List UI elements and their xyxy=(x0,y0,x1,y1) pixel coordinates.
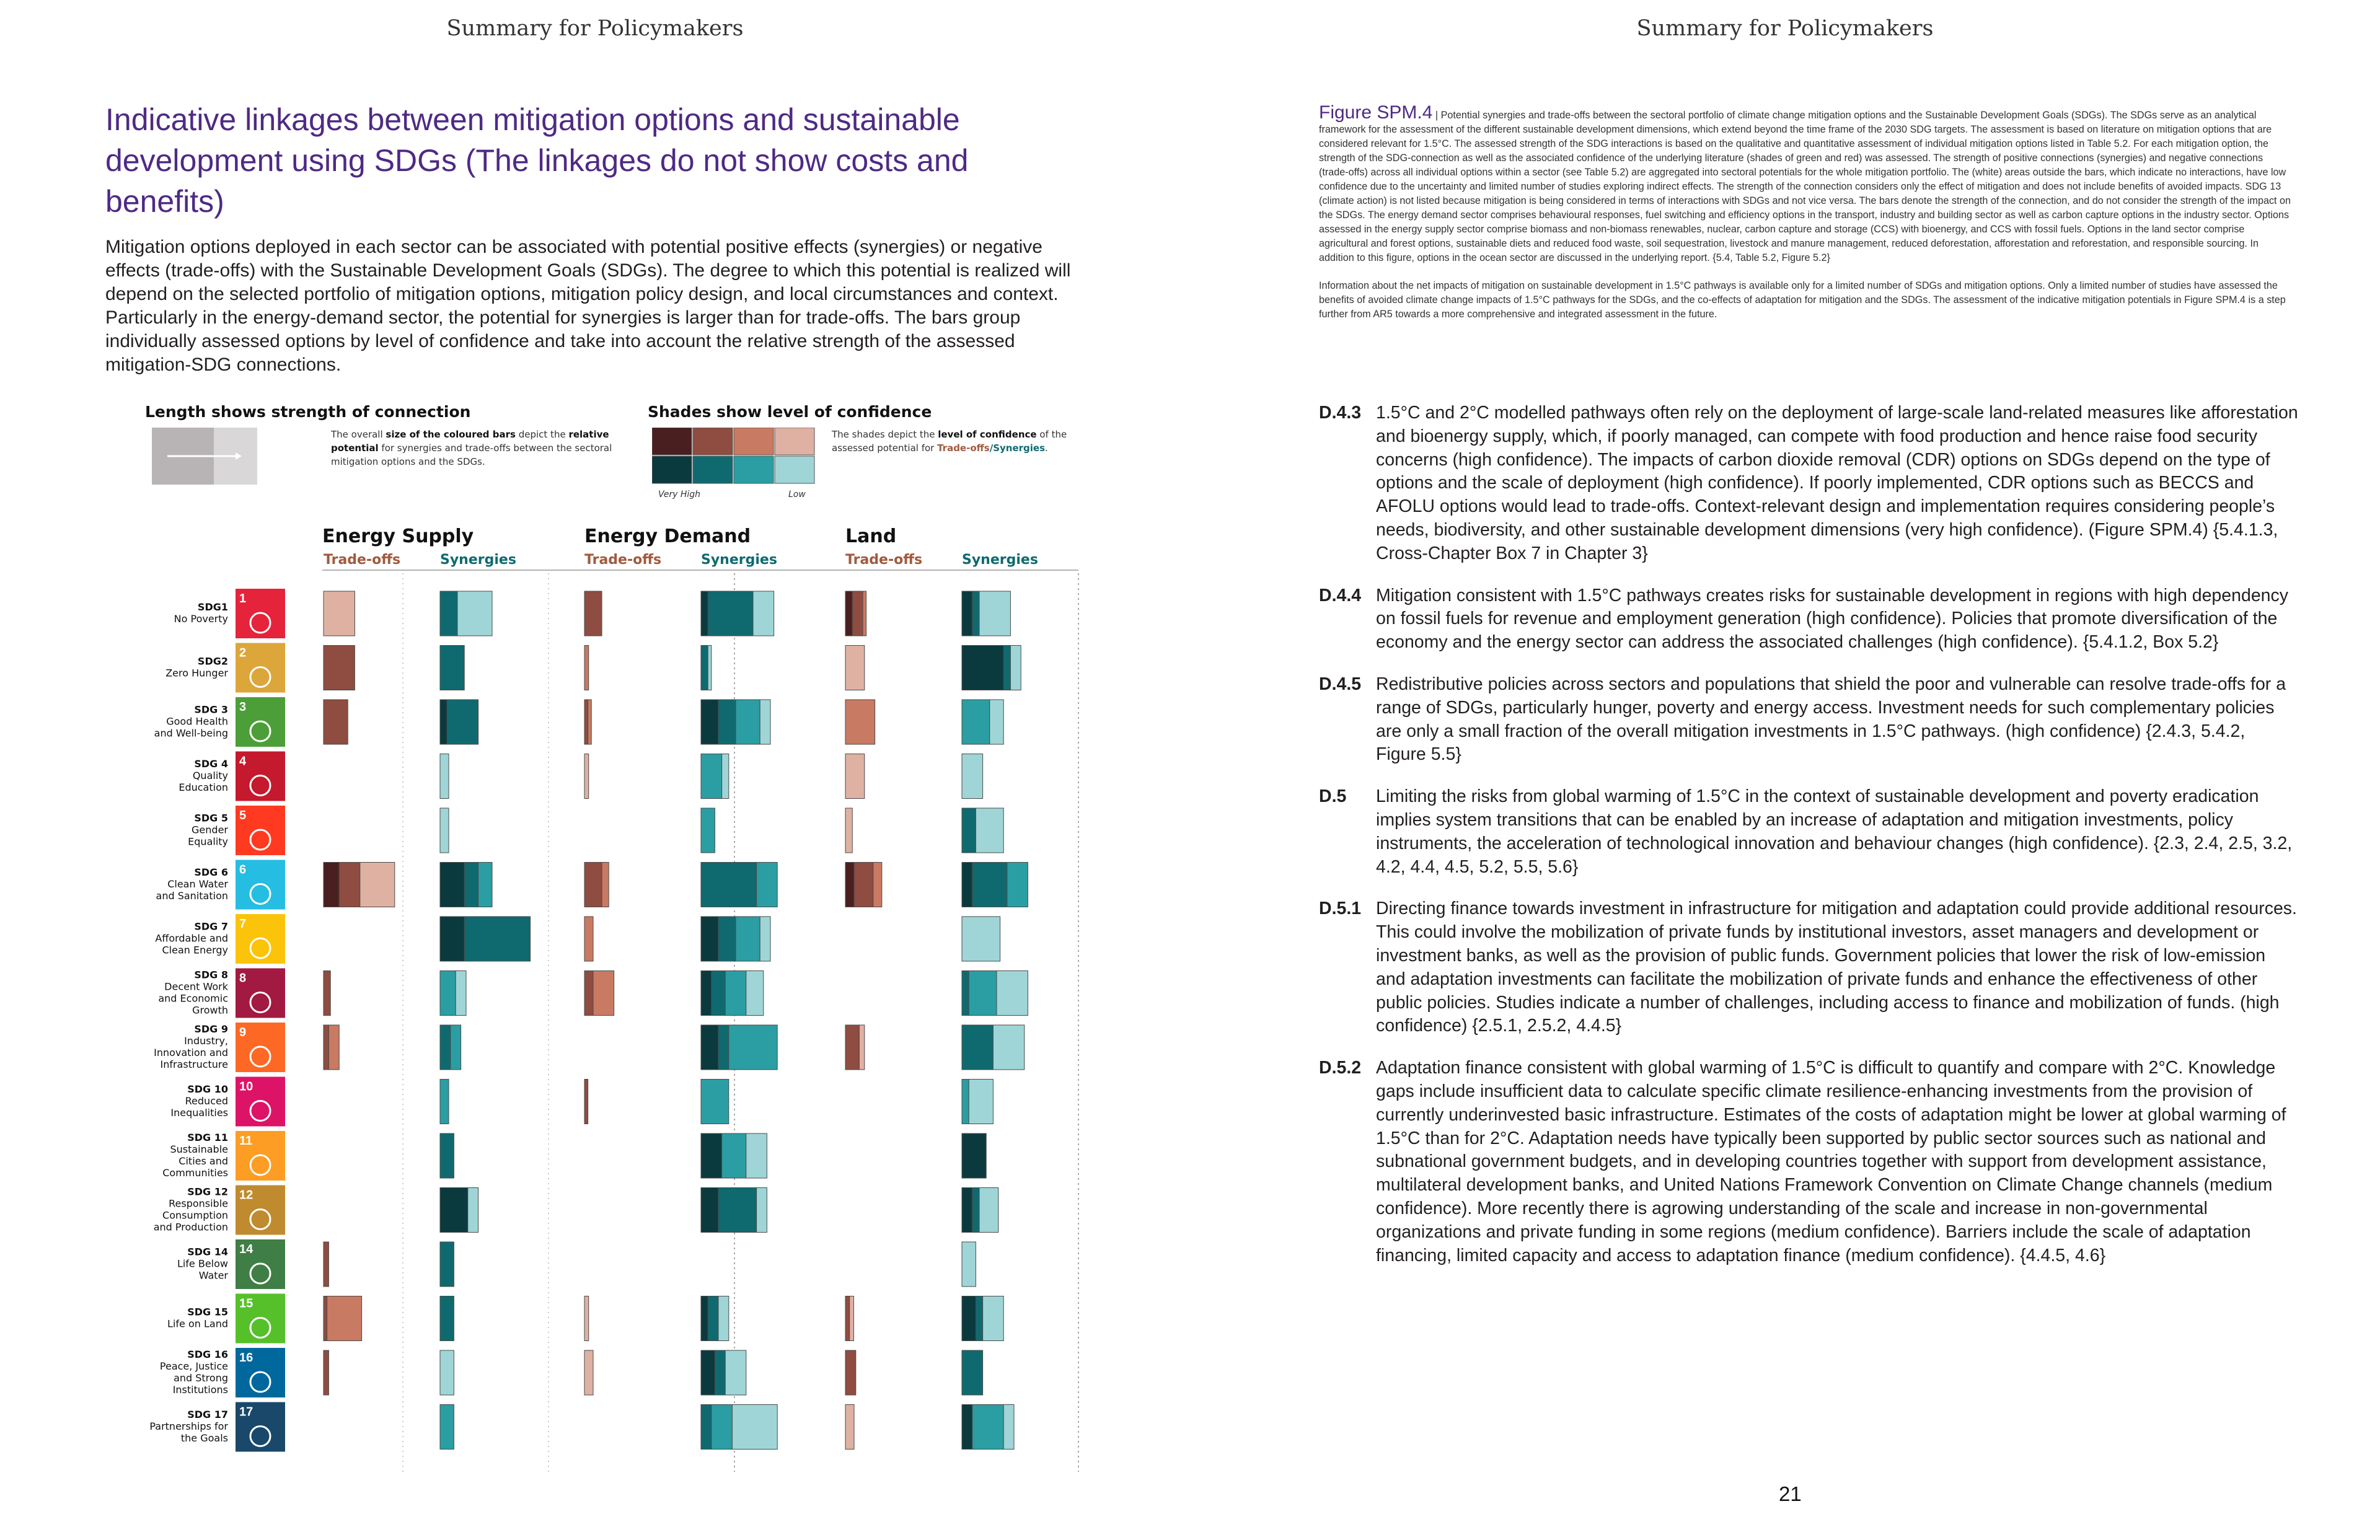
bar-segment xyxy=(457,591,492,636)
sdg-code: SDG 10 xyxy=(187,1083,228,1095)
bar-segment xyxy=(852,591,863,636)
bar-segment xyxy=(464,917,530,961)
legend-length-title: Length shows strength of connection xyxy=(145,403,471,421)
bar-segment xyxy=(440,1025,451,1070)
bar-segment xyxy=(712,1405,733,1450)
sdg-icon-number: 5 xyxy=(239,809,247,822)
bar-segment xyxy=(584,1296,589,1341)
bar-segment xyxy=(584,646,589,690)
sdg-icon-number: 6 xyxy=(239,863,247,877)
sdg-name: Sustainable xyxy=(170,1143,228,1155)
legend-tradeoff-shade-very-high xyxy=(652,428,692,455)
clause-d44 xyxy=(1319,584,2298,654)
clause-d52 xyxy=(1319,1057,2298,1267)
sdg-icon-number: 2 xyxy=(239,646,247,660)
sdg-code: SDG 6 xyxy=(194,866,228,878)
bar-segment xyxy=(1007,863,1028,907)
bar-segment xyxy=(584,1080,588,1124)
legend-tradeoff-shade-low xyxy=(775,428,814,455)
page-number: 21 xyxy=(1779,1482,1802,1505)
bar-segment xyxy=(873,863,882,907)
figure-caption xyxy=(1319,102,2292,322)
bar-segment xyxy=(845,1405,854,1450)
bar-segment xyxy=(997,971,1028,1016)
bar-segment xyxy=(440,1242,454,1287)
sdg-linkage-chart xyxy=(0,508,1190,1475)
sdg-name: Decent Work xyxy=(164,980,228,993)
bar-segment xyxy=(845,700,875,744)
clause-d45 xyxy=(1319,673,2298,767)
caption-text: Potential synergies and trade-offs between the sectoral portfolio of climate change mitigation options and the Sustainable Development Goals (SDGs). The SDGs serve as an analytical framework for the assessment of the different sustainable development dimensions, which extend beyond the time frame of the 2030 SDG targets. The assessment is based on literature on mitigation options that are considered relevant for 1.5°C. The assessed strength of the SDG interactions is based on the qualitative and quantitative assessment of individual mitigation options listed in Table 5.2. For each mitigation option, the strength of the SDG-connection as well as the associated confidence of the underlying literature (shades of green and red) was assessed. The strength of positive connections (synergies) and negative connections (trade-offs) across all individual options within a sector (see Table 5.2) are aggregated into sectoral potentials for the whole mitigation portfolio. The (white) areas outside the bars, which indicate no interactions, have low confidence due to the uncertainty and limited number of studies exploring indirect effects. The strength of the connection considers only the effect of mitigation and does not include benefits of avoided impacts. SDG 13 (climate action) is not listed because mitigation is being considered in terms of interactions with SDGs and not vice versa. The bars denote the strength of the connection, and do not consider the strength of the impact on the SDGs. The energy demand sector comprises behavioural responses, fuel switching and efficiency options in the transport, industry and building sector as well as carbon capture options in the industry sector. Options assessed in the energy supply sector comprise biomass and non-biomass renewables, nuclear, carbon capture and storage (CCS) with bioenergy, and CCS with fossil fuels. Options in the land sector comprise agricultural and forest options, sustainable diets and reduced food waste, soil sequestration, livestock and manure management, reduced deforestation, afforestation and reforestation, and responsible sourcing. In addition to this figure, options in the ocean sector are discussed in the underlying report. {5.4, Table 5.2, Figure 5.2} xyxy=(1319,110,2291,263)
bar-segment xyxy=(718,1025,729,1070)
bar-segment xyxy=(972,591,979,636)
sdg-code: SDG2 xyxy=(197,655,228,667)
bar-segment xyxy=(962,700,990,744)
sdg-icon-number: 12 xyxy=(239,1188,253,1202)
sdg-name: Affordable and xyxy=(155,932,228,944)
sdg-code: SDG 8 xyxy=(194,969,228,981)
caption-paragraph-1: Figure SPM.4 | Potential synergies and trade-offs between the sectoral portfolio of climate change mitigation options and the Sustainable Development Goals (SDGs). The SDGs serve as an analytical framework for the assessment of the different sustainable development dimensions, which extend beyond the time frame of the 2030 SDG targets. The assessment is based on literature on mitigation options that are considered relevant for 1.5°C. The assessed strength of the SDG interactions is based on the qualitative and quantitative assessment of individual mitigation options listed in Table 5.2. For each mitigation option, the strength of the SDG-connection as well as the associated confidence of the underlying literature (shades of green and red) was assessed. The strength of positive connections (synergies) and negative connections (trade-offs) across all individual options within a sector (see Table 5.2) are aggregated into sectoral potentials for the whole mitigation portfolio. The (white) areas outside the bars, which indicate no interactions, have low confidence due to the uncertainty and limited number of studies exploring indirect effects. The strength of the connection considers only the effect of mitigation and does not include benefits of avoided impacts. SDG 13 (climate action) is not listed because mitigation is being considered in terms of interactions with SDGs and not vice versa. The bars denote the strength of the connection, and do not consider the strength of the impact on the SDGs. The energy demand sector comprises behavioural responses, fuel switching and efficiency options in the transport, industry and building sector as well as carbon capture options in the industry sector. Options assessed in the energy supply sector comprise biomass and non-biomass renewables, nuclear, carbon capture and storage (CCS) with bioenergy, and CCS with fossil fuels. Options in the land sector comprise agricultural and forest options, sustainable diets and reduced food waste, soil sequestration, livestock and manure management, reduced deforestation, afforestation and reforestation, and responsible sourcing. In addition to this figure, options in the ocean sector are discussed in the underlying report. {5.4, Table 5.2, Figure 5.2} xyxy=(1319,102,2291,263)
bar-segment xyxy=(584,591,602,636)
bar-segment xyxy=(328,1025,339,1070)
sdg-code: SDG 14 xyxy=(187,1246,228,1258)
bar-segment xyxy=(440,591,457,636)
bar-segment xyxy=(584,754,589,799)
bar-segment xyxy=(588,700,592,744)
sdg-name: Infrastructure xyxy=(160,1058,228,1070)
bar-segment xyxy=(969,971,997,1016)
clause-id: D.4.5 xyxy=(1319,674,1362,694)
clause-d43 xyxy=(1319,402,2298,566)
bar-segment xyxy=(360,863,395,907)
sdg-code: SDG 3 xyxy=(194,703,228,716)
sdg-icon-number: 11 xyxy=(239,1134,253,1148)
sector-header: Land xyxy=(845,526,897,547)
bar-segment xyxy=(464,863,478,907)
sdg-row xyxy=(178,752,982,801)
subhead-tradeoffs: Trade-offs xyxy=(324,552,401,568)
figure-intro: Mitigation options deployed in each sector can be associated with potential positive effects (synergies) or negative effects (trade-offs) with the Sustainable Development Goals (SDGs). The degree to which this potential is realized will depend on the selected portfolio of mitigation options, mitigation policy design, and local circumstances and context. Particularly in the energy-demand sector, the potential for synergies is larger than for trade-offs. The bars group individually assessed options by level of confidence and take into account the relative strength of the assessed mitigation-SDG connections. xyxy=(105,237,1071,375)
bar-segment xyxy=(962,1350,983,1395)
sdg-code: SDG 15 xyxy=(187,1306,228,1318)
bar-segment xyxy=(725,1350,746,1395)
bar-segment xyxy=(850,1296,854,1341)
clause-d5 xyxy=(1319,785,2298,879)
sdg-name: Education xyxy=(178,781,228,793)
bar-segment xyxy=(722,754,729,799)
bar-segment xyxy=(324,1296,327,1341)
bar-segment xyxy=(760,917,770,961)
bar-segment xyxy=(324,1350,328,1395)
bar-segment xyxy=(468,1188,478,1233)
bar-segment xyxy=(983,1296,1004,1341)
bar-segment xyxy=(845,863,854,907)
subhead-synergies: Synergies xyxy=(440,552,516,568)
legend-shade-title: Shades show level of confidence xyxy=(648,403,932,421)
sdg-row xyxy=(162,1131,986,1181)
sdg-icon-number: 16 xyxy=(239,1351,253,1365)
bar-segment xyxy=(962,971,969,1016)
bar-segment xyxy=(736,700,760,744)
bar-segment xyxy=(1003,646,1010,690)
sdg-name: Consumption xyxy=(162,1209,228,1221)
sdg-row xyxy=(170,1077,993,1127)
bar-segment xyxy=(324,971,330,1016)
bar-segment xyxy=(324,646,355,690)
sdg-name: Growth xyxy=(192,1004,228,1016)
running-head-right: Summary for Policymakers xyxy=(1636,16,1934,41)
legend-shade-swatches xyxy=(652,428,821,485)
sdg-row xyxy=(154,1186,998,1235)
sdg-name: the Goals xyxy=(180,1432,228,1444)
bar-segment xyxy=(725,971,746,1016)
bar-segment xyxy=(440,917,464,961)
sdg-code: SDG1 xyxy=(197,601,228,613)
bar-segment xyxy=(708,591,753,636)
sdg-icon-number: 10 xyxy=(239,1080,253,1094)
sdg-code: SDG 9 xyxy=(194,1023,228,1035)
bar-segment xyxy=(976,1296,982,1341)
legend-synergy-shade-very-high xyxy=(652,456,692,483)
clause-d51 xyxy=(1319,897,2298,1038)
bar-segment xyxy=(327,1296,362,1341)
bar-segment xyxy=(993,1025,1024,1070)
bar-segment xyxy=(962,1025,993,1070)
legend-very-high: Very High xyxy=(658,490,701,499)
bar-segment xyxy=(990,700,1003,744)
subhead-synergies: Synergies xyxy=(701,552,777,568)
clause-id: D.5.2 xyxy=(1319,1058,1362,1078)
bar-segment xyxy=(584,863,602,907)
bar-segment xyxy=(701,754,722,799)
figure-title: Indicative linkages between mitigation options and sustainable development using SDGs (The linkages do not show costs and benefits) xyxy=(105,102,969,219)
sdg-row xyxy=(156,860,1028,910)
bar-segment xyxy=(701,808,715,853)
bar-segment xyxy=(845,1025,859,1070)
legend-low: Low xyxy=(788,490,806,499)
sdg-name: Inequalities xyxy=(170,1107,228,1119)
sdg-name: Communities xyxy=(162,1167,228,1179)
caption-paragraph-2: Information about the net impacts of mitigation on sustainable development in 1.5°C pathways is available only for a limited number of SDGs and mitigation options. Only a limited number of studies have assessed the benefits of avoided climate change impacts of 1.5°C pathways for the SDGs, and the co-effects of adaptation for mitigation and the SDGs. The assessment of the indicative mitigation potentials in Figure SPM.4 is a step further from AR5 towards a more comprehensive and integrated assessment in the future. xyxy=(1319,280,2286,320)
bar-segment xyxy=(708,646,712,690)
sdg-icon-number: 15 xyxy=(239,1296,253,1311)
bar-segment xyxy=(722,1133,746,1178)
bar-segment xyxy=(972,863,1007,907)
bar-segment xyxy=(701,863,757,907)
bar-segment xyxy=(962,754,983,799)
sdg-row xyxy=(165,643,1021,693)
sdg-name: Zero Hunger xyxy=(165,667,228,679)
bar-segment xyxy=(962,1405,972,1450)
bar-segment xyxy=(718,700,736,744)
sdg-row xyxy=(167,1294,1003,1344)
sdg-icon-number: 4 xyxy=(239,754,247,768)
sdg-name: Equality xyxy=(188,835,228,848)
bar-segment xyxy=(760,700,770,744)
bar-segment xyxy=(962,1080,969,1124)
bar-segment xyxy=(440,700,447,744)
legend-synergy-shade-high xyxy=(693,456,733,483)
bar-segment xyxy=(584,917,593,961)
sdg-name: and Economic xyxy=(158,992,228,1005)
sdg-icon-number: 17 xyxy=(239,1405,253,1419)
sdg-code: SDG 4 xyxy=(194,758,228,770)
sdg-code: SDG 5 xyxy=(194,812,228,824)
sdg-name: No Poverty xyxy=(174,613,228,625)
bar-segment xyxy=(962,808,976,853)
sdg-code: SDG 16 xyxy=(187,1349,228,1360)
bar-segment xyxy=(584,700,588,744)
sdg-row xyxy=(158,969,1028,1018)
bar-segment xyxy=(440,971,456,1016)
bar-segment xyxy=(962,917,1000,961)
bar-segment xyxy=(440,1350,454,1395)
sdg-row xyxy=(188,806,1003,855)
sdg-code: SDG 11 xyxy=(187,1132,228,1143)
bar-segment xyxy=(718,1296,729,1341)
bar-segment xyxy=(324,1025,328,1070)
bar-segment xyxy=(701,1025,718,1070)
clause-text: Directing finance towards investment in infrastructure for mitigation and adaptation could provide additional resources. This could involve the mobilization of private funds by institutional investors, asset managers and development or investment banks, as well as the provision of public funds. Government policies that lower the risk of low-emission and adaptation investments can facilitate the mobilization of private funds and enhance the effectiveness of other public policies. Studies indicate a number of challenges, including access to finance and mobilization of funds. (high confidence) {2.5.1, 2.5.2, 4.4.5} xyxy=(1376,899,2297,1036)
sdg-name: Responsible xyxy=(169,1197,228,1210)
bar-segment xyxy=(979,1188,998,1233)
bar-segment xyxy=(863,591,866,636)
bar-segment xyxy=(701,1188,718,1233)
bar-segment xyxy=(962,1242,976,1287)
clause-id: D.4.3 xyxy=(1319,403,1362,423)
bar-segment xyxy=(324,591,355,636)
bar-segment xyxy=(972,1188,979,1233)
legend-length-swatch xyxy=(152,428,260,485)
bar-segment xyxy=(447,700,478,744)
figure-label: Figure SPM.4 xyxy=(1319,102,1433,123)
sdg-row xyxy=(174,589,1011,638)
bar-segment xyxy=(962,1296,976,1341)
sdg-name: Institutions xyxy=(172,1384,228,1396)
bar-segment xyxy=(701,971,712,1016)
bar-segment xyxy=(746,1133,767,1178)
sdg-name: Life Below xyxy=(177,1257,228,1270)
subhead-tradeoffs: Trade-offs xyxy=(584,552,662,568)
bar-segment xyxy=(324,863,339,907)
clause-text: Redistributive policies across sectors and populations that shield the poor and vulnerable can resolve trade-offs for a range of SDGs, particularly hunger, poverty and energy access. Investment needs for such complementary policies are only a small fraction of the overall mitigation investments in 1.5°C pathways. (high confidence) {2.4.3, 5.4.2, Figure 5.5} xyxy=(1376,674,2286,765)
sdg-name: and Sanitation xyxy=(156,890,228,902)
clause-text: 1.5°C and 2°C modelled pathways often rely on the deployment of large-scale land-related measures like afforestation and bioenergy supply, which, if poorly managed, can compete with food production and hence raise food security concerns (high confidence). The impacts of carbon dioxide removal (CDR) options on SDGs depend on the type of options and the scale of deployment (high confidence). If poorly implemented, CDR options such as BECCS and AFOLU options would lead to trade-offs. Context-relevant design and implementation requires considering people’s needs, biodiversity, and other sustainable development dimensions (very high confidence). (Figure SPM.4) {5.4.1.3, Cross-Chapter Box 7 in Chapter 3} xyxy=(1376,403,2298,563)
bar-segment xyxy=(845,808,852,853)
bar-segment xyxy=(701,1350,715,1395)
clause-text: Adaptation finance consistent with global warming of 1.5°C is difficult to quantify and compare with 2°C. Knowledge gaps include insufficient data to calculate specific climate resilience-enhancing investments from the provision of currently underinvested basic infrastructure. Estimates of the costs of adaptation might be lower at global warming of 1.5°C than for 2°C. Adaptation needs have typically been supported by public sector sources such as national and subnational government budgets, and in developing countries together with support from development assistance, multilateral development banks, and United Nations Framework Convention on Climate Change channels (medium confidence). More recently there is agrowing understanding of the scale and increase in non-governmental organizations and private funding in some regions (medium confidence). Barriers include the scale of adaptation financing, limited capacity and access to adaptation finance (medium confidence). {4.4.5, 4.6} xyxy=(1376,1058,2286,1265)
clause-id: D.4.4 xyxy=(1319,585,1362,605)
bar-segment xyxy=(456,971,466,1016)
legend-tradeoff-shade-medium xyxy=(734,428,774,455)
bar-segment xyxy=(440,1405,454,1450)
sdg-name: Cities and xyxy=(178,1155,228,1167)
subhead-synergies: Synergies xyxy=(962,552,1038,568)
bar-segment xyxy=(757,863,778,907)
sector-header: Energy Supply xyxy=(322,526,474,547)
sdg-name: and Production xyxy=(153,1221,228,1233)
bar-segment xyxy=(1003,1405,1014,1450)
bar-segment xyxy=(602,863,609,907)
sdg-icon-number: 9 xyxy=(239,1026,247,1039)
sdg-icon-number: 8 xyxy=(239,971,247,985)
clause-id: D.5.1 xyxy=(1319,899,1362,919)
bar-segment xyxy=(701,917,718,961)
bar-segment xyxy=(593,971,614,1016)
bar-segment xyxy=(478,863,492,907)
bar-segment xyxy=(962,646,1003,690)
sdg-row xyxy=(177,1239,976,1289)
bar-segment xyxy=(339,863,360,907)
sdg-icon-number: 14 xyxy=(239,1243,253,1256)
legend-tradeoff-shade-high xyxy=(693,428,733,455)
bar-segment xyxy=(440,1296,454,1341)
legend-shade-text: The shades depict the level of confidence of the assessed potential for Trade-offs/Synergies. xyxy=(832,429,1067,454)
clause-list xyxy=(1319,402,2298,1286)
sdg-name: Water xyxy=(198,1269,228,1282)
bar-segment xyxy=(845,1296,850,1341)
bar-segment xyxy=(972,1405,1003,1450)
bar-segment xyxy=(845,1350,856,1395)
sdg-row xyxy=(155,914,1000,964)
clause-text: Limiting the risks from global warming of 1.5°C in the context of sustainable development and poverty eradication implies system transitions that can be enabled by an increase of adaptation and mitigation investments, policy instruments, the acceleration of technological innovation and behaviour changes (high confidence). {2.3, 2.4, 2.5, 3.2, 4.2, 4.4, 4.5, 5.2, 5.5, 5.6} xyxy=(1376,786,2293,877)
bar-segment xyxy=(962,1133,986,1178)
bar-segment xyxy=(701,1296,708,1341)
sdg-name: Partnerships for xyxy=(149,1420,228,1432)
bar-segment xyxy=(324,1242,328,1287)
bar-segment xyxy=(854,863,873,907)
sdg-name: and Well-being xyxy=(154,727,228,739)
legend-synergy-shade-medium xyxy=(734,456,774,483)
bar-segment xyxy=(753,591,774,636)
sdg-name: Clean Water xyxy=(167,878,228,890)
bar-segment xyxy=(584,971,593,1016)
sdg-code: SDG 12 xyxy=(187,1186,228,1198)
sdg-name: Quality xyxy=(192,770,228,781)
bar-segment xyxy=(962,1188,972,1233)
bar-segment xyxy=(701,646,708,690)
bar-segment xyxy=(715,1350,725,1395)
sdg-icon-number: 3 xyxy=(239,700,247,714)
bar-segment xyxy=(701,591,708,636)
sdg-row xyxy=(149,1402,1014,1452)
sdg-name: Industry, xyxy=(184,1035,228,1047)
bar-segment xyxy=(440,646,464,690)
bar-segment xyxy=(701,1405,712,1450)
legend-synergy-shade-low xyxy=(775,456,814,483)
sdg-icon-number: 1 xyxy=(239,592,247,605)
sdg-name: Clean Energy xyxy=(162,944,228,956)
bar-segment xyxy=(962,863,972,907)
bar-segment xyxy=(718,1188,757,1233)
bar-segment xyxy=(845,754,865,799)
sdg-name: Good Health xyxy=(166,715,228,728)
sdg-name: Innovation and xyxy=(154,1047,228,1058)
bar-segment xyxy=(757,1188,767,1233)
bar-segment xyxy=(451,1025,461,1070)
sdg-code: SDG 17 xyxy=(187,1409,228,1420)
sdg-name: Gender xyxy=(192,824,228,836)
bar-segment xyxy=(440,1188,468,1233)
sdg-row xyxy=(154,697,1004,747)
sdg-row xyxy=(160,1348,983,1397)
bar-segment xyxy=(976,808,1003,853)
legend-length-text: The overall size of the coloured bars depict the relative potential for synergies and trade-offs between the sectoral mitigation options and the SDGs. xyxy=(331,429,612,467)
sdg-code: SDG 7 xyxy=(194,920,228,933)
bar-segment xyxy=(962,591,972,636)
bar-segment xyxy=(732,1405,777,1450)
bar-segment xyxy=(859,1025,864,1070)
bar-segment xyxy=(718,917,736,961)
bar-segment xyxy=(701,1133,722,1178)
bar-segment xyxy=(584,1350,593,1395)
bar-segment xyxy=(1010,646,1021,690)
bar-segment xyxy=(736,917,760,961)
clause-text: Mitigation consistent with 1.5°C pathways creates risks for sustainable development in regions with high dependency on fossil fuels for revenue and employment generation (high confidence). Policies that promote diversification of the economy and the energy sector can address the associated challenges (high confidence). {5.4.1.2, Box 5.2} xyxy=(1376,585,2289,653)
bar-segment xyxy=(440,1133,454,1178)
bar-segment xyxy=(708,1296,718,1341)
bar-segment xyxy=(746,971,764,1016)
running-head-left: Summary for Policymakers xyxy=(446,16,744,41)
bar-segment xyxy=(440,754,449,799)
bar-segment xyxy=(440,1080,449,1124)
bar-segment xyxy=(729,1025,777,1070)
clause-id: D.5 xyxy=(1319,786,1347,807)
bar-segment xyxy=(845,646,865,690)
bar-segment xyxy=(440,808,449,853)
bar-segment xyxy=(440,863,464,907)
subhead-tradeoffs: Trade-offs xyxy=(845,552,923,568)
sdg-name: and Strong xyxy=(174,1372,228,1384)
bar-segment xyxy=(979,591,1010,636)
sdg-name: Reduced xyxy=(185,1095,228,1107)
sector-header: Energy Demand xyxy=(584,526,751,547)
bar-segment xyxy=(845,591,852,636)
bar-segment xyxy=(701,1080,729,1124)
sdg-name: Life on Land xyxy=(167,1318,228,1330)
sdg-row xyxy=(154,1023,1025,1072)
bar-segment xyxy=(969,1080,993,1124)
bar-segment xyxy=(324,700,348,744)
bar-segment xyxy=(701,700,718,744)
sdg-icon-number: 7 xyxy=(239,917,247,931)
bar-segment xyxy=(712,971,725,1016)
sdg-name: Peace, Justice xyxy=(159,1360,228,1372)
